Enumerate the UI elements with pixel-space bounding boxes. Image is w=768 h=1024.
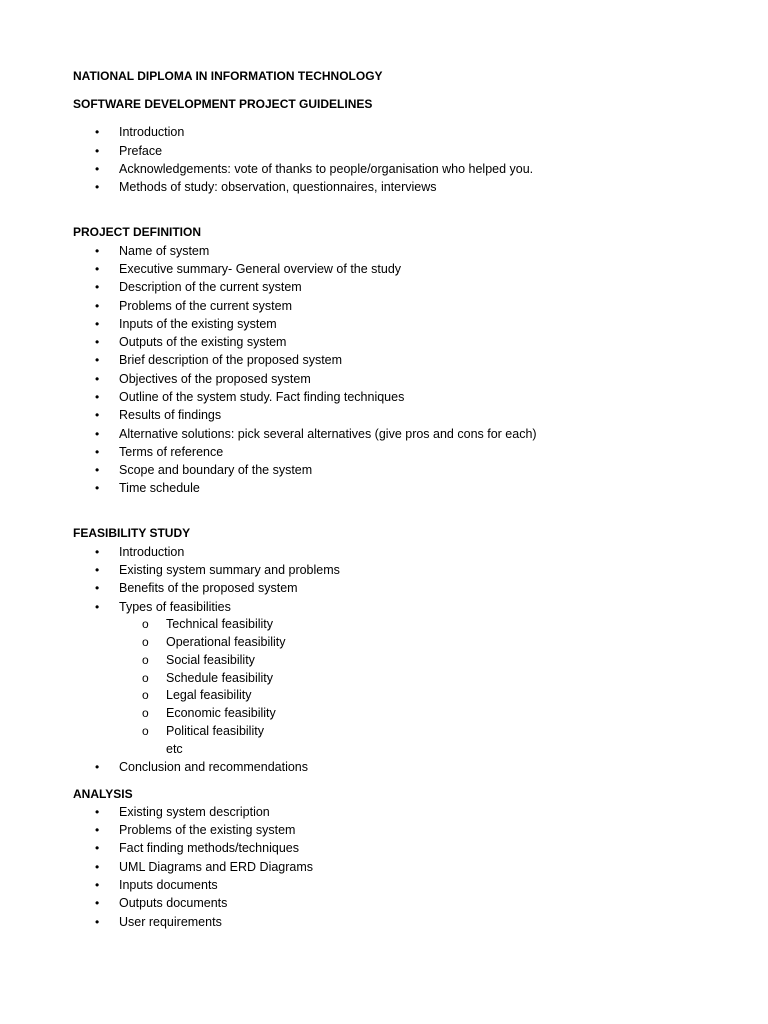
- list-item: Alternative solutions: pick several alternatives (give pros and cons for each): [119, 427, 537, 441]
- bullet-icon: •: [95, 408, 100, 422]
- bullet-icon: •: [95, 125, 100, 139]
- list-item: Benefits of the proposed system: [119, 581, 298, 595]
- bullet-icon: •: [95, 878, 100, 892]
- sub-list-item: Social feasibility: [166, 653, 255, 667]
- list-item: User requirements: [119, 915, 222, 929]
- bullet-icon: •: [95, 896, 100, 910]
- bullet-icon: •: [95, 600, 100, 614]
- bullet-icon: •: [95, 244, 100, 258]
- section-heading-project-definition: PROJECT DEFINITION: [73, 225, 202, 239]
- document-title: NATIONAL DIPLOMA IN INFORMATION TECHNOLOGY: [73, 69, 383, 83]
- list-item: Problems of the current system: [119, 299, 292, 313]
- sub-list-item: Political feasibility: [166, 724, 264, 738]
- sub-list-item: Economic feasibility: [166, 706, 276, 720]
- bullet-icon: •: [95, 760, 100, 774]
- list-item: Acknowledgements: vote of thanks to people/organisation who helped you.: [119, 162, 534, 176]
- list-item: Conclusion and recommendations: [119, 760, 308, 774]
- list-item: Inputs documents: [119, 878, 218, 892]
- list-item: Fact finding methods/techniques: [119, 841, 299, 855]
- list-item: Outputs of the existing system: [119, 335, 287, 349]
- list-item: Preface: [119, 144, 163, 158]
- bullet-icon: •: [95, 180, 100, 194]
- list-item: UML Diagrams and ERD Diagrams: [119, 860, 314, 874]
- bullet-icon: •: [95, 280, 100, 294]
- bullet-icon: •: [95, 481, 100, 495]
- bullet-icon: •: [95, 463, 100, 477]
- list-item: Description of the current system: [119, 280, 302, 294]
- bullet-icon: •: [95, 427, 100, 441]
- bullet-icon: •: [95, 353, 100, 367]
- bullet-icon: •: [95, 390, 100, 404]
- list-item: Existing system description: [119, 805, 270, 819]
- list-item: Name of system: [119, 244, 210, 258]
- circle-bullet-icon: o: [142, 617, 149, 631]
- bullet-icon: •: [95, 545, 100, 559]
- list-item: Introduction: [119, 125, 185, 139]
- bullet-icon: •: [95, 445, 100, 459]
- bullet-icon: •: [95, 317, 100, 331]
- bullet-icon: •: [95, 563, 100, 577]
- sub-list-trailer: etc: [166, 742, 183, 756]
- list-item: Time schedule: [119, 481, 200, 495]
- bullet-icon: •: [95, 262, 100, 276]
- list-item: Introduction: [119, 545, 185, 559]
- bullet-icon: •: [95, 299, 100, 313]
- bullet-icon: •: [95, 860, 100, 874]
- sub-list-item: Operational feasibility: [166, 635, 286, 649]
- list-item: Outline of the system study. Fact finding techniques: [119, 390, 405, 404]
- circle-bullet-icon: o: [142, 635, 149, 649]
- list-item: Brief description of the proposed system: [119, 353, 343, 367]
- bullet-icon: •: [95, 581, 100, 595]
- list-item: Existing system summary and problems: [119, 563, 340, 577]
- bullet-icon: •: [95, 335, 100, 349]
- bullet-icon: •: [95, 805, 100, 819]
- list-item: Results of findings: [119, 408, 222, 422]
- bullet-icon: •: [95, 144, 100, 158]
- document-subtitle: SOFTWARE DEVELOPMENT PROJECT GUIDELINES: [73, 97, 373, 111]
- list-item: Scope and boundary of the system: [119, 463, 313, 477]
- list-item: Objectives of the proposed system: [119, 372, 311, 386]
- sub-list-item: Schedule feasibility: [166, 671, 274, 685]
- bullet-icon: •: [95, 162, 100, 176]
- list-item: Problems of the existing system: [119, 823, 296, 837]
- list-item: Outputs documents: [119, 896, 228, 910]
- sub-list-item: Technical feasibility: [166, 617, 273, 631]
- list-item: Methods of study: observation, questionnaires, interviews: [119, 180, 437, 194]
- bullet-icon: •: [95, 915, 100, 929]
- circle-bullet-icon: o: [142, 706, 149, 720]
- list-item: Executive summary- General overview of the study: [119, 262, 402, 276]
- circle-bullet-icon: o: [142, 653, 149, 667]
- list-item: Inputs of the existing system: [119, 317, 277, 331]
- section-heading-feasibility-study: FEASIBILITY STUDY: [73, 526, 191, 540]
- bullet-icon: •: [95, 841, 100, 855]
- circle-bullet-icon: o: [142, 724, 149, 738]
- circle-bullet-icon: o: [142, 671, 149, 685]
- bullet-icon: •: [95, 823, 100, 837]
- section-heading-analysis: ANALYSIS: [73, 787, 133, 801]
- bullet-icon: •: [95, 372, 100, 386]
- sub-list-item: Legal feasibility: [166, 688, 252, 702]
- list-item: Types of feasibilities: [119, 600, 231, 614]
- list-item: Terms of reference: [119, 445, 224, 459]
- circle-bullet-icon: o: [142, 688, 149, 702]
